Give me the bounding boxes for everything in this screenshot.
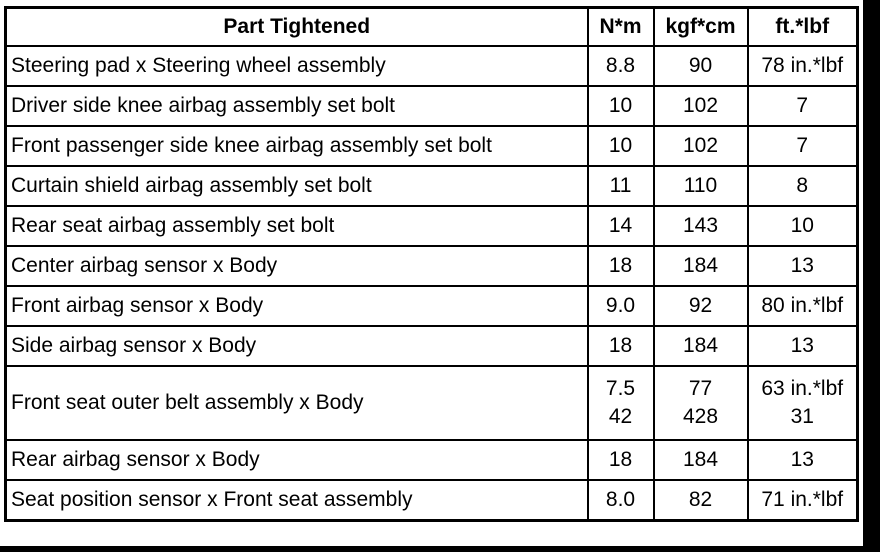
kgf-cm-cell: 92 [654,286,748,326]
part-cell: Front airbag sensor x Body [6,286,588,326]
nm-cell: 14 [588,206,654,246]
kgf-cm-value-second: 428 [682,405,719,428]
ft-lbf-cell: 13 [748,440,858,480]
header-kgf-cm: kgf*cm [654,8,748,47]
part-cell: Center airbag sensor x Body [6,246,588,286]
ft-lbf-cell: 78 in.*lbf [748,46,858,86]
ft-lbf-value: 63 in.*lbf [761,377,844,400]
kgf-cm-cell: 143 [654,206,748,246]
table-row [6,286,858,326]
ft-lbf-value-second: 31 [790,405,814,428]
kgf-cm-cell: 102 [654,86,748,126]
nm-value: 7.5 [605,377,636,400]
header-ft-lbf: ft.*lbf [748,8,858,47]
table-row [6,166,858,206]
part-cell: Curtain shield airbag assembly set bolt [6,166,588,206]
torque-spec-table [4,6,859,522]
ft-lbf-cell [748,366,858,440]
right-edge-bar [863,0,880,552]
nm-cell [588,366,654,440]
kgf-cm-cell: 82 [654,480,748,521]
part-cell: Seat position sensor x Front seat assembly [6,480,588,521]
table-row [6,366,858,440]
table-row [6,246,858,286]
kgf-cm-cell: 102 [654,126,748,166]
part-cell: Rear seat airbag assembly set bolt [6,206,588,246]
part-cell: Steering pad x Steering wheel assembly [6,46,588,86]
table-row [6,440,858,480]
table-row [6,326,858,366]
nm-cell: 9.0 [588,286,654,326]
ft-lbf-cell: 7 [748,126,858,166]
table-row [6,126,858,166]
kgf-cm-cell: 90 [654,46,748,86]
kgf-cm-cell: 184 [654,440,748,480]
nm-cell: 10 [588,126,654,166]
ft-lbf-cell: 13 [748,326,858,366]
nm-cell: 18 [588,440,654,480]
nm-cell: 18 [588,326,654,366]
table-row [6,86,858,126]
kgf-cm-cell: 184 [654,326,748,366]
nm-value-second: 42 [608,405,633,428]
header-row [6,8,858,47]
table-row [6,46,858,86]
header-part-tightened: Part Tightened [6,8,588,47]
nm-cell: 8.8 [588,46,654,86]
nm-cell: 18 [588,246,654,286]
bottom-edge-bar [0,546,880,552]
ft-lbf-cell: 8 [748,166,858,206]
table-row [6,206,858,246]
nm-cell: 8.0 [588,480,654,521]
part-cell: Rear airbag sensor x Body [6,440,588,480]
ft-lbf-cell: 10 [748,206,858,246]
ft-lbf-cell: 80 in.*lbf [748,286,858,326]
kgf-cm-value: 77 [688,377,713,400]
ft-lbf-cell: 71 in.*lbf [748,480,858,521]
ft-lbf-cell: 7 [748,86,858,126]
table-row [6,480,858,521]
nm-cell: 10 [588,86,654,126]
kgf-cm-cell [654,366,748,440]
ft-lbf-cell: 13 [748,246,858,286]
kgf-cm-cell: 184 [654,246,748,286]
part-cell: Driver side knee airbag assembly set bolt [6,86,588,126]
kgf-cm-cell: 110 [654,166,748,206]
part-cell: Side airbag sensor x Body [6,326,588,366]
part-cell: Front passenger side knee airbag assembly set bolt [6,126,588,166]
nm-cell: 11 [588,166,654,206]
part-cell: Front seat outer belt assembly x Body [6,366,588,440]
header-nm: N*m [588,8,654,47]
